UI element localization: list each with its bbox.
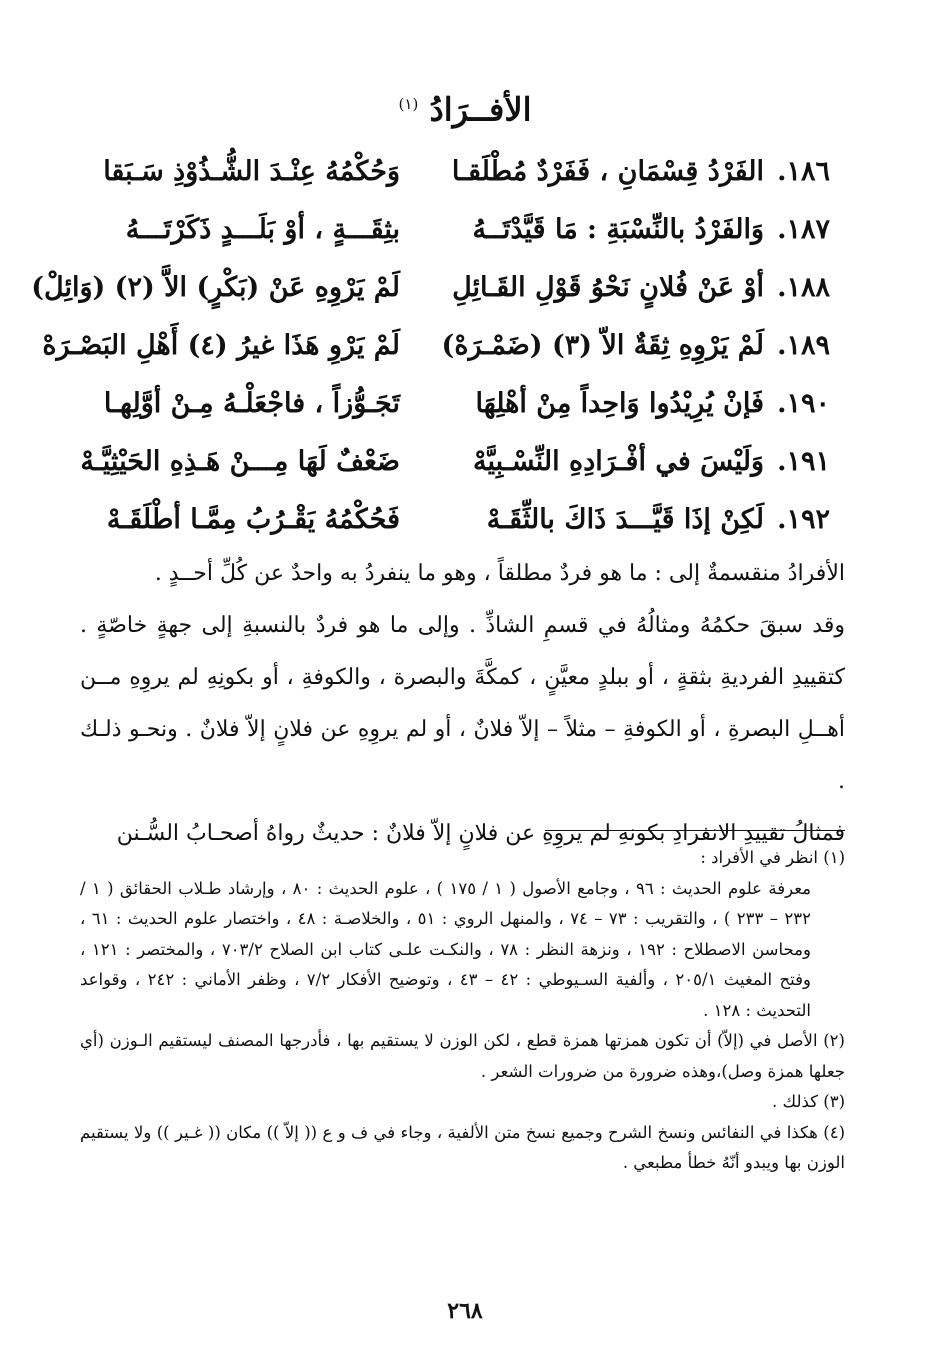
commentary-paragraph: فمثالُ تقييدِ الانفرادِ بكونهِ لم يروِهِ عن فلانٍ إلاّ فلانٌ : حديثٌ رواهُ أصحـابُ السُّـنن <box>116 821 845 846</box>
verse-row <box>100 490 830 548</box>
verse-first-hemistich: فَإنْ يُرِيْدُوا وَاحِداً مِنْ أهْلِهَا <box>475 387 764 419</box>
chapter-title-text: الأفــرَادُ <box>429 90 532 129</box>
footnote-separator <box>545 830 845 831</box>
footnote <box>80 843 845 874</box>
footnote-mark: (١) <box>823 848 845 867</box>
verse-first-hemistich: الفَرْدُ قِسْمَانِ ، فَفَرْدٌ مُطْلَقـا <box>451 155 764 187</box>
verse-first-hemistich: لَكِنْ إذَا قَيَّـــدَ ذَاكَ بالثِّقَـهْ <box>486 503 764 535</box>
verse-number: ١٨٧. <box>777 213 830 245</box>
verse-second-hemistich: تَجَـوُّزاً ، فاجْعَلْـهُ مِـنْ أوَّلِهـا <box>103 387 400 419</box>
footnote-mark: (٢) <box>823 1031 845 1050</box>
page-number: ٢٦٨ <box>447 1298 483 1324</box>
verse-number: ١٩٢. <box>777 503 830 535</box>
verse-second-hemistich: لَمْ يَرْوِهِ عَنْ (بَكْرٍ) الاَّ (٢) (وَائِلْ) <box>31 271 400 303</box>
verse-first-hemistich: وَالفَرْدُ بالنِّسْبَةِ : مَا قَيَّدْتَــهُ <box>472 213 764 245</box>
verse-number: ١٨٨. <box>777 271 830 303</box>
verse-row <box>100 142 830 200</box>
footnote <box>80 1026 845 1087</box>
footnote-mark: (٤) <box>823 1122 845 1142</box>
verse-block <box>31 142 830 548</box>
footnote-text: هكذا في النفائس ونسخ الشرح وجميع نسخ متن الألفية ، وجاء في ف و ع (( إلاّ )) مكان (( غـير )) ولا يستقيم الوزن بها ويبدو أنّهُ خطأ مطبعي . <box>80 1122 845 1172</box>
verse-second-hemistich: فَحُكْمُهُ يَقْـرُبُ مِمَّـا أطْلَقَـهْ <box>106 503 400 535</box>
verse-first-hemistich: وَلَيْسَ في أفْـرَادِهِ النِّسْـبِيَّهْ <box>473 445 764 477</box>
footnotes <box>80 843 845 1179</box>
verse-number: ١٨٦. <box>777 155 830 187</box>
verse-row <box>42 316 830 374</box>
footnote-continuation: معرفة علوم الحديث : ٩٦ ، وجامع الأصول ( ١ / ١٧٥ ) ، علوم الحديث : ٨٠ ، وإرشاد طـلاب الحقائق ( ١ / ٢٣٢ – ٢٣٣ ) ، والتقريب : ٧٣ – ٧٤ ، والمنهل الروي : ٥١ ، والخلاصـة : ٤٨ ، واختصار علوم الحديث : ٦١ ، ومحاسن الاصطلاح : ١٩٢ ، ونزهة النظر : ٧٨ ، والنكـت علـى كتاب ابن الصلاح ٧٠٣/٢ ، والمختصر : ١٢١ ، وفتح المغيث ٢٠٥/١ ، وألفية السـيوطي : ٤٢ – ٤٣ ، وتوضيح الأفكار ٧/٢ ، وظفر الأماني : ٢٤٢ ، وقواعد التحديث : ١٢٨ . <box>80 878 811 1020</box>
verse-number: ١٩١. <box>777 445 830 477</box>
commentary-text <box>80 548 845 860</box>
verse-row <box>100 200 830 258</box>
commentary-paragraph: وقد سبقَ حكمُهُ ومثالُهُ في قسمِ الشاذِّ . وإلى ما هو فردٌ بالنسبةِ إلى جهةٍ خاصّةٍ . كتقييدِ الفرديةِ بثقةٍ ، أو ببلدٍ معيَّنٍ ، كمكَّةَ والبصرة ، والكوفةِ ، أو بكونِهِ لم يروِهِ مــن أهــلِ البصرةِ ، أو الكوفةِ – مثلاً – إلاّ فلانٌ ، أو لم يروِهِ عن فلانٍ إلاّ فلانٌ . ونحـو ذلـك . <box>80 613 845 794</box>
verse-row <box>100 374 830 432</box>
chapter-title-footnote-ref: (١) <box>398 95 419 113</box>
footnote <box>80 1118 845 1179</box>
footnote-text: الأصل في (إلاّ) أن تكون همزتها همزة قطع ، لكن الوزن لا يستقيم بها ، فأدرجها المصنف ليستقيم الـوزن (أي جعلها همزة وصل)،وهذه ضرورة من ضرورات الشعر . <box>80 1031 845 1081</box>
verse-second-hemistich: لَمْ يَرْوِ هَذَا غيرُ (٤) أَهْلِ البَصْـرَهْ <box>42 329 400 361</box>
footnote-mark: (٣) <box>823 1092 845 1111</box>
verse-number: ١٨٩. <box>777 329 830 361</box>
footnote <box>80 1087 845 1118</box>
verse-first-hemistich: أوْ عَنْ فُلانٍ نَحْوُ قَوْلِ القَـائِلِ <box>452 271 764 303</box>
footnote-text: انظر في الأفراد : <box>700 848 818 867</box>
verse-row <box>80 432 830 490</box>
verse-second-hemistich: بثِقَـــةٍ ، أوْ بَلَـــدٍ ذَكَرْتَـــهُ <box>125 213 400 245</box>
verse-number: ١٩٠. <box>777 387 830 419</box>
footnote-text: كذلك . <box>772 1092 818 1111</box>
verse-first-hemistich: لَمْ يَرْوِهِ ثِقَةٌ الاّ (٣) (ضَمْـرَهْ) <box>441 329 764 361</box>
chapter-title <box>0 82 930 132</box>
verse-second-hemistich: ضَعْفٌ لَهَا مِـــنْ هَـذِهِ الحَيْثِيَّـهْ <box>80 445 400 477</box>
commentary-paragraph: الأفرادُ منقسمةٌ إلى : ما هو فردٌ مطلقاً ، وهو ما ينفردُ به واحدٌ عن كُلِّ أحــدٍ . <box>154 561 845 586</box>
verse-row <box>31 258 830 316</box>
verse-second-hemistich: وَحُكْمُهُ عِنْـدَ الشُّـذُوْذِ سَـبَقا <box>103 155 400 187</box>
